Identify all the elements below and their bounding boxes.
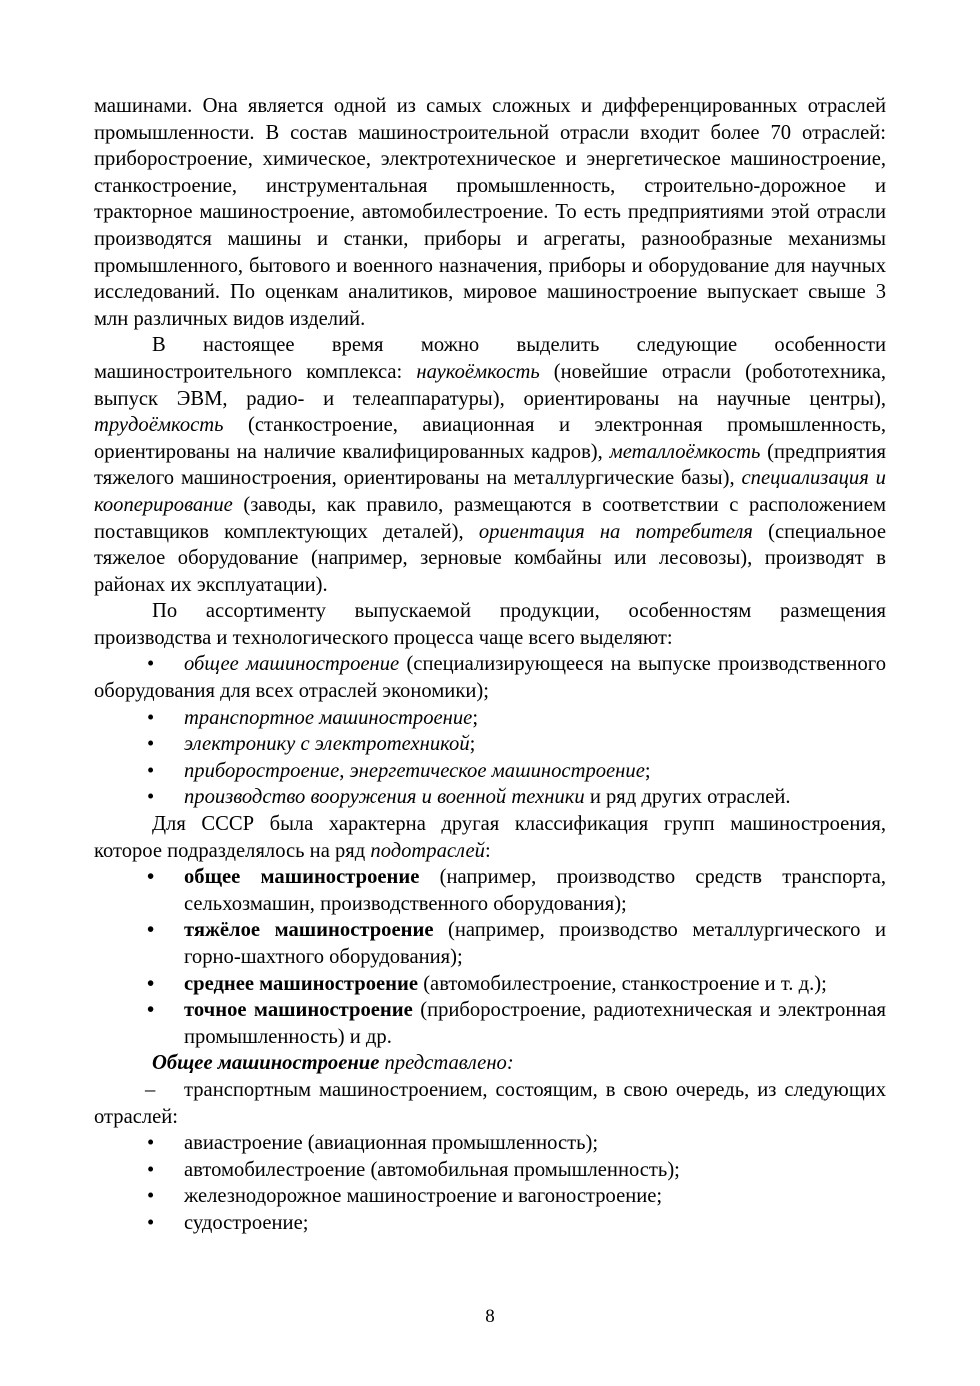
dash-item (94, 1077, 886, 1130)
list-item (94, 731, 886, 758)
list-item-text: (например, производство средств транспорта, сельхозмашин, производственного оборудования); (184, 866, 886, 915)
list-item-term: транспортное машиностроение (184, 706, 473, 729)
list-item (94, 705, 886, 732)
section-subheading (94, 1050, 886, 1077)
bullet-icon: • (147, 733, 155, 756)
bullet-icon: • (147, 1158, 155, 1181)
list-item-text: (например, производство металлургического и горно-шахтного оборудования); (184, 919, 886, 968)
subheading-term: Общее машиностроение (152, 1052, 380, 1075)
features-text-3: (станкостроение, авиационная и электронная промышленность, ориентированы на наличие квалифицированных кадров), (94, 414, 886, 463)
list-item (94, 971, 886, 998)
list-item-text: и ряд других отраслей. (584, 786, 791, 809)
list-item (94, 1157, 886, 1184)
bullet-icon: • (147, 1185, 155, 1208)
list-item-text: (автомобилестроение, станкостроение и т. д.); (418, 972, 827, 995)
term-labor-intensity: трудоёмкость (94, 414, 224, 437)
list-item (94, 1183, 886, 1210)
features-text-5: (заводы, как правило, размещаются в соответствии с расположением поставщиков комплектующих деталей), (94, 493, 886, 543)
list-item-term: приборостроение, энергетическое машиностроение (184, 759, 645, 782)
list-item-text: автомобилестроение (автомобильная промышленность); (184, 1158, 680, 1181)
features-text-2: (новейшие отрасли (робототехника, выпуск ЭВМ, радио- и телеаппаратуры), ориентированы на научные центры), (94, 360, 886, 410)
document-page (94, 93, 886, 1237)
list-item-term: общее машиностроение (184, 653, 400, 676)
list-item-term: производство вооружения и военной техники (184, 786, 585, 809)
list-item-term: среднее машиностроение (184, 972, 419, 995)
list-item-text: судостроение; (184, 1211, 309, 1234)
list-item (94, 917, 886, 970)
list-item-text: ; (472, 706, 479, 729)
ussr-text-2: : (484, 839, 491, 862)
term-specialization: специализация и кооперирование (94, 467, 886, 516)
list-item (94, 651, 886, 704)
list-item-text: ; (469, 733, 476, 756)
term-metal-intensity: металлоёмкость (609, 440, 761, 463)
bullet-icon: • (147, 1132, 155, 1155)
list-item-text: ; (644, 759, 651, 782)
list-item (94, 784, 886, 811)
term-subsectors: подотраслей (370, 839, 485, 862)
list-item (94, 1210, 886, 1237)
list-item-term: точное машиностроение (184, 999, 413, 1022)
bullet-icon: • (147, 972, 155, 995)
term-science-intensity: наукоёмкость (416, 360, 540, 383)
list-ussr-subsectors (94, 864, 886, 1050)
list-item-term: тяжёлое машиностроение (184, 919, 434, 942)
list-item (94, 758, 886, 785)
list-item-text: (приборостроение, радиотехническая и электронная промышленность) и др. (184, 999, 886, 1048)
list-item (94, 997, 886, 1050)
ussr-text-1: Для СССР была характерна другая классификация групп машиностроения, которое подразделялось на ряд (94, 813, 886, 862)
bullet-icon: • (147, 759, 155, 782)
paragraph-ussr (94, 811, 886, 864)
term-consumer-orientation: ориентация на потребителя (478, 520, 753, 543)
page-number: 8 (485, 1306, 495, 1327)
paragraph-features (94, 332, 886, 598)
list-item-term: электронику с электротехникой (184, 733, 470, 756)
dash-icon: – (145, 1078, 156, 1101)
list-item-term: общее машиностроение (184, 866, 420, 889)
list-transport-branches (94, 1130, 886, 1236)
bullet-icon: • (147, 653, 155, 676)
bullet-icon: • (147, 866, 155, 889)
bullet-icon: • (147, 786, 155, 809)
list-item-text: железнодорожное машиностроение и вагоностроение; (184, 1185, 663, 1208)
list-branches (94, 651, 886, 811)
bullet-icon: • (147, 919, 155, 942)
bullet-icon: • (147, 999, 155, 1022)
paragraph-intro: машинами. Она является одной из самых сложных и дифференцированных отраслей промышленности. В состав машиностроительной отрасли входит более 70 отраслей: приборостроение, химическое, электротехническое и энергетическое машиностроение, станкостроение, инструментальная промышленность, строительно-дорожное и тракторное машиностроение, автомобилестроение. То есть предприятиями этой отрасли производятся машины и станки, приборы и агрегаты, разнообразные механизмы промышленного, бытового и военного назначения, приборы и оборудование для научных исследований. По оценкам аналитиков, мировое машиностроение выпускает свыше 3 млн различных видов изделий. (94, 95, 886, 330)
features-text-1: В настоящее время можно выделить следующие особенности машиностроительного комплекса: (94, 334, 886, 383)
features-text-4: (предприятия тяжелого машиностроения, ориентированы на металлургические базы), (94, 440, 886, 490)
subheading-text: представлено: (379, 1052, 514, 1075)
list-item (94, 864, 886, 917)
list-item-text: авиастроение (авиационная промышленность); (184, 1132, 599, 1155)
bullet-icon: • (147, 706, 155, 729)
bullet-icon: • (147, 1211, 155, 1234)
features-text-6: (специальное тяжелое оборудование (например, зерновые комбайны или лесовозы), производят в районах их эксплуатации). (94, 520, 886, 596)
list-item-text: (специализирующееся на выпуске производственного оборудования для всех отраслей экономики); (94, 653, 886, 703)
list-item (94, 1130, 886, 1157)
paragraph-assortment: По ассортименту выпускаемой продукции, особенностям размещения производства и технологического процесса чаще всего выделяют: (94, 600, 886, 649)
dash-item-text: транспортным машиностроением, состоящим, в свою очередь, из следующих отраслей: (94, 1078, 886, 1128)
